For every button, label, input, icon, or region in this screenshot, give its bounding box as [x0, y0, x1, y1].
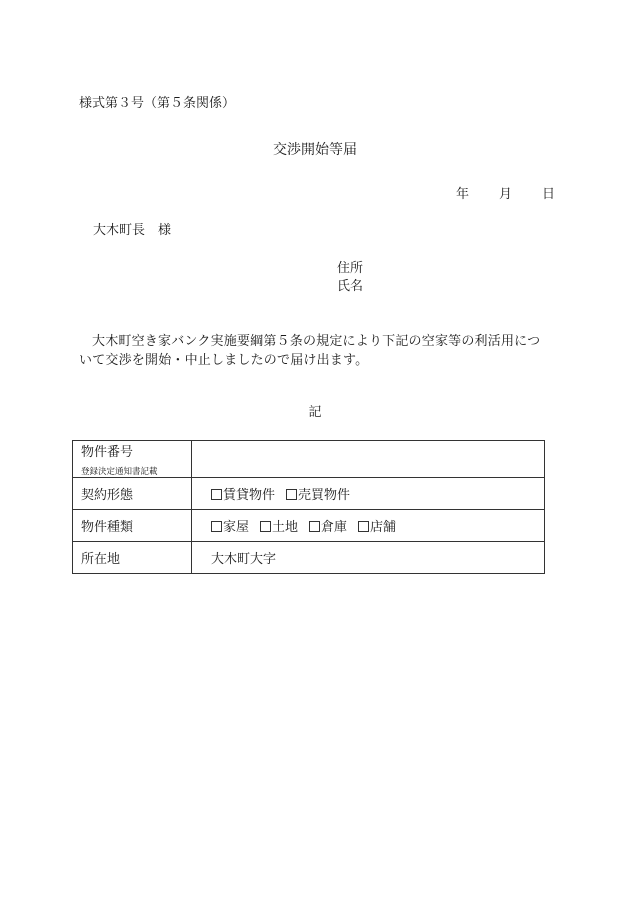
contract-type-label: 契約形態 [73, 478, 192, 510]
info-table [72, 440, 545, 574]
document-title: 交渉開始等届 [273, 142, 357, 158]
property-option-warehouse[interactable]: 倉庫 [309, 520, 347, 535]
checkbox-icon[interactable] [211, 521, 222, 532]
contract-option-rental[interactable]: 賃貸物件 [211, 488, 275, 503]
contract-option-sale[interactable]: 売買物件 [286, 488, 350, 503]
property-option-house[interactable]: 家屋 [211, 520, 249, 535]
checkbox-icon[interactable] [211, 489, 222, 500]
date-month: 月 [499, 187, 513, 202]
checkbox-icon[interactable] [358, 521, 369, 532]
address-label: 住所 [337, 261, 364, 276]
name-label: 氏名 [337, 279, 364, 294]
addressee: 大木町長 様 [93, 223, 172, 238]
location-value[interactable]: 大木町大字 [192, 542, 545, 574]
checkbox-icon[interactable] [286, 489, 297, 500]
date-day: 日 [542, 187, 556, 202]
property-number-value[interactable] [192, 441, 545, 478]
property-type-options [192, 510, 545, 542]
checkbox-icon[interactable] [309, 521, 320, 532]
location-label: 所在地 [73, 542, 192, 574]
checkbox-icon[interactable] [260, 521, 271, 532]
ki-label: 記 [308, 405, 322, 420]
table-row-property-number [73, 441, 545, 478]
property-number-sublabel: 登録決定通知書記載 [81, 467, 158, 477]
contract-type-options [192, 478, 545, 510]
property-option-land[interactable]: 土地 [260, 520, 298, 535]
body-text: 大木町空き家バンク実施要綱第５条の規定により下記の空家等の利活用について交渉を開始・中止しましたので届け出ます。 [79, 334, 541, 368]
property-option-store[interactable]: 店舗 [358, 520, 396, 535]
form-number: 様式第３号（第５条関係） [79, 96, 236, 111]
property-number-label: 物件番号 [81, 445, 134, 460]
table-row-property-type [73, 510, 545, 542]
property-type-label: 物件種類 [73, 510, 192, 542]
table-row-location [73, 542, 545, 574]
property-number-label-cell [73, 441, 192, 478]
date-year: 年 [456, 187, 470, 202]
date-line [456, 188, 555, 201]
table-row-contract-type [73, 478, 545, 510]
